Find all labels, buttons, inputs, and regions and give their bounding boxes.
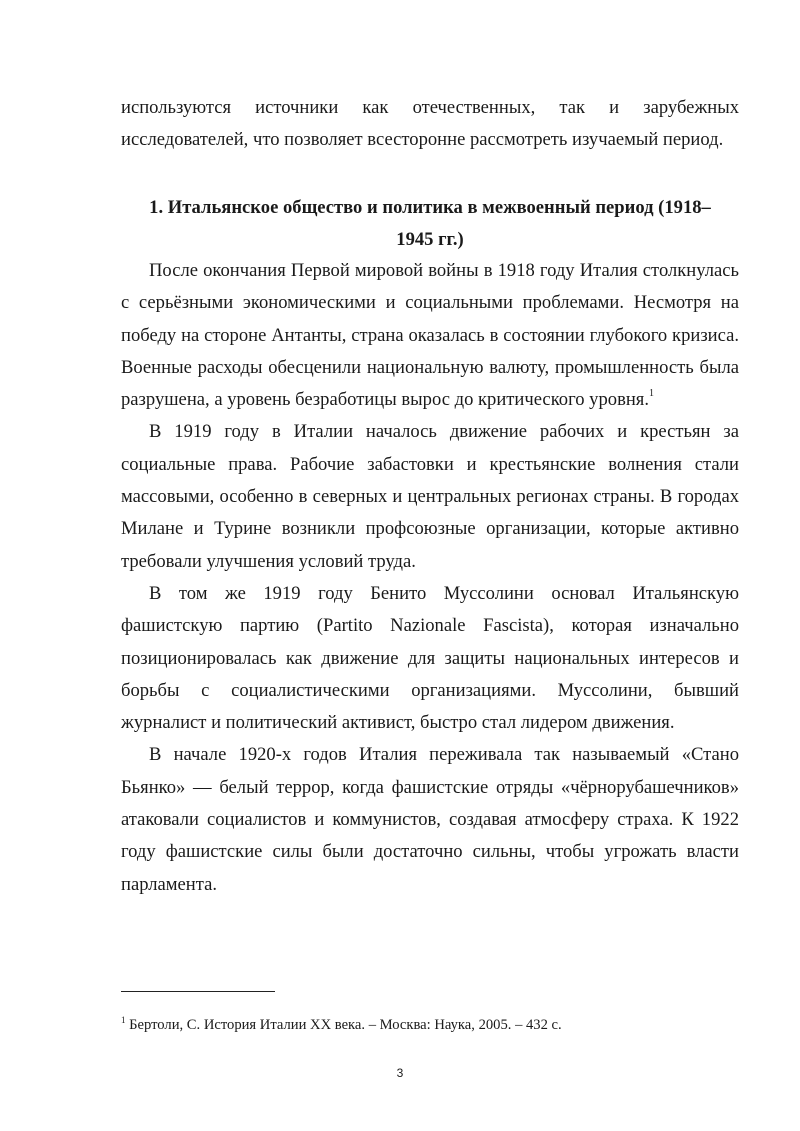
paragraph-1-text: После окончания Первой мировой войны в 1918 году Италия столкнулась с серьёзными экономическими и социальными проблемами. Несмотря на победу на стороне Антанты, страна оказалась в состоянии глубокого кризиса. Военные расходы обесценили национальную валюту, промышленность была разрушена, а уровень безработицы вырос до критического уровня. [121,260,739,411]
paragraph-4: В начале 1920-х годов Италия переживала так называемый «Стано Бьянко» — белый террор, когда фашистские отряды «чёрнорубашечников» атаковали социалистов и коммунистов, создавая атмосферу страха. К 1922 году фашистские силы были достаточно сильны, чтобы угрожать власти парламента. [121,744,739,895]
section-heading [121,192,739,257]
footnote-text: Бертоли, С. История Италии XX века. – Москва: Наука, 2005. – 432 с. [129,1017,562,1033]
footnote-reference[interactable]: 1 [649,388,655,399]
section-heading-line-1: 1. Итальянское общество и политика в межвоенный период (1918– [149,197,711,218]
paragraph-3: В том же 1919 году Бенито Муссолини основал Итальянскую фашистскую партию (Partito Nazionale Fascista), которая изначально позиционировалась как движение для защиты национальных интересов и борьбы с социалистическими организациями. Муссолини, бывший журналист и политический активист, быстро стал лидером движения. [121,582,739,734]
footnote [121,1015,739,1035]
section-body [121,255,739,901]
paragraph-2: В 1919 году в Италии началось движение рабочих и крестьян за социальные права. Рабочие забастовки и крестьянские волнения стали массовыми, особенно в северных и центральных регионах страны. В городах Милане и Турине возникли профсоюзные организации, которые активно требовали улучшения условий труда. [121,421,739,572]
section-heading-line-2: 1945 гг.) [396,229,464,251]
intro-text: используются источники как отечественных, так и зарубежных исследователей, что позволяет всесторонне рассмотреть изучаемый период. [121,97,739,151]
page-number: 3 [396,1066,404,1080]
intro-paragraph [121,92,739,157]
paragraph-1 [121,255,739,416]
footnote-mark: 1 [121,1015,126,1026]
footnote-separator [121,991,275,992]
